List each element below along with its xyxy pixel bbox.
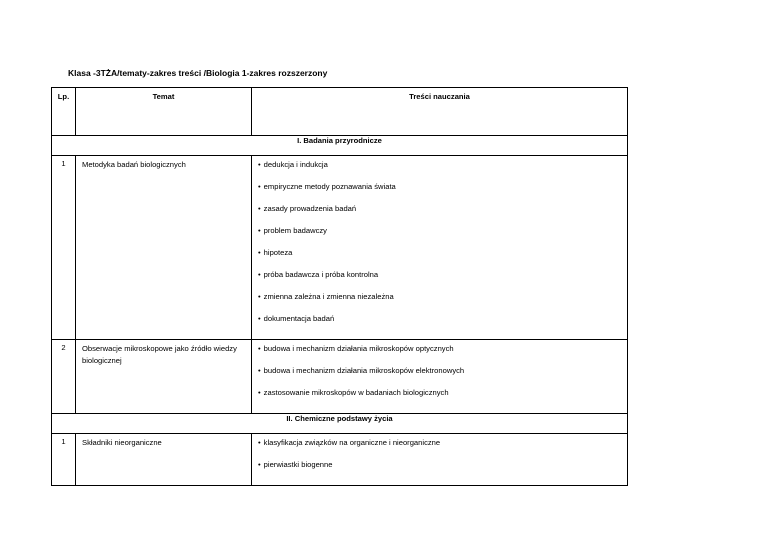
bullet-icon: • — [258, 314, 261, 323]
list-item-text: budowa i mechanizm działania mikroskopów elektronowych — [263, 366, 465, 375]
row-topic: Metodyka badań biologicznych — [76, 156, 252, 340]
bullet-icon: • — [258, 388, 261, 397]
bullet-icon: • — [258, 292, 261, 301]
list-item — [258, 343, 621, 365]
list-item-text: dedukcja i indukcja — [263, 160, 328, 169]
list-item-text: zastosowanie mikroskopów w badaniach biologicznych — [263, 388, 449, 397]
list-item-text: próba badawcza i próba kontrolna — [263, 270, 379, 279]
document-title: Klasa -3TŻA/tematy-zakres treści /Biologia 1-zakres rozszerzony — [68, 68, 328, 78]
table-row — [52, 434, 628, 486]
row-content — [252, 434, 628, 486]
row-content — [252, 156, 628, 340]
bullet-icon: • — [258, 438, 261, 447]
list-item-text: dokumentacja badań — [263, 314, 335, 323]
list-item — [258, 291, 621, 313]
header-temat: Temat — [76, 88, 252, 136]
list-item — [258, 365, 621, 387]
bullet-icon: • — [258, 226, 261, 235]
curriculum-table — [51, 87, 628, 486]
list-item — [258, 269, 621, 291]
row-number: 2 — [52, 340, 76, 414]
list-item-text: zmienna zależna i zmienna niezależna — [263, 292, 394, 301]
list-item — [258, 459, 621, 481]
list-item — [258, 225, 621, 247]
list-item-text: empiryczne metody poznawania świata — [263, 182, 396, 191]
list-item — [258, 203, 621, 225]
bullet-icon: • — [258, 270, 261, 279]
section-title: II. Chemiczne podstawy życia — [52, 414, 628, 434]
list-item-text: hipoteza — [263, 248, 293, 257]
bullet-icon: • — [258, 248, 261, 257]
list-item-text: zasady prowadzenia badań — [263, 204, 357, 213]
row-topic: Obserwacje mikroskopowe jako źródło wiedzy biologicznej — [76, 340, 252, 414]
row-topic: Składniki nieorganiczne — [76, 434, 252, 486]
section-row — [52, 414, 628, 434]
list-item — [258, 159, 621, 181]
header-row — [52, 88, 628, 136]
list-item — [258, 437, 621, 459]
table-row — [52, 156, 628, 340]
section-row — [52, 136, 628, 156]
bullet-icon: • — [258, 460, 261, 469]
row-content — [252, 340, 628, 414]
bullet-icon: • — [258, 204, 261, 213]
list-item-text: klasyfikacja związków na organiczne i nieorganiczne — [263, 438, 441, 447]
bullet-icon: • — [258, 366, 261, 375]
bullet-icon: • — [258, 344, 261, 353]
list-item-text: budowa i mechanizm działania mikroskopów optycznych — [263, 344, 454, 353]
list-item — [258, 387, 621, 409]
section-title: I. Badania przyrodnicze — [52, 136, 628, 156]
table-row — [52, 340, 628, 414]
bullet-icon: • — [258, 182, 261, 191]
list-item-text: pierwiastki biogenne — [263, 460, 333, 469]
list-item-text: problem badawczy — [263, 226, 327, 235]
table-body — [52, 136, 628, 486]
header-lp: Lp. — [52, 88, 76, 136]
list-item — [258, 313, 621, 335]
row-number: 1 — [52, 156, 76, 340]
row-number: 1 — [52, 434, 76, 486]
list-item — [258, 247, 621, 269]
header-tresci: Treści nauczania — [252, 88, 628, 136]
bullet-icon: • — [258, 160, 261, 169]
list-item — [258, 181, 621, 203]
